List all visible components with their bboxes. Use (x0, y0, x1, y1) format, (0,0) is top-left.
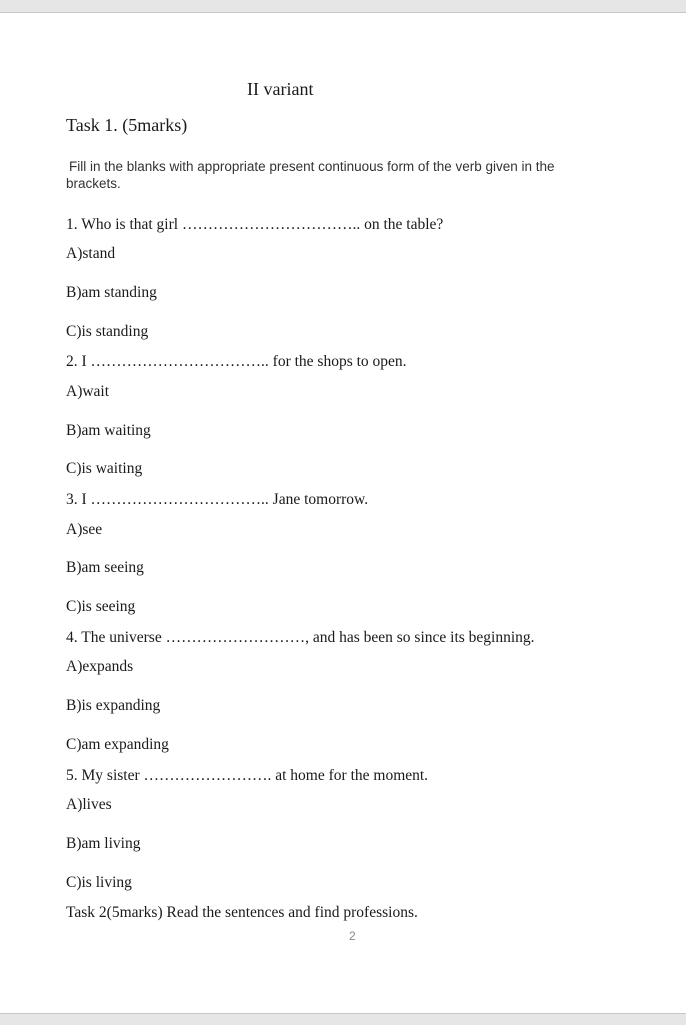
variant-title: II variant (247, 79, 314, 99)
question-5-option-c: C)is living (66, 874, 132, 891)
question-4-option-c: C)am expanding (66, 736, 169, 753)
question-2-option-a: A)wait (66, 383, 110, 400)
question-3-option-c: C)is seeing (66, 598, 136, 615)
question-5-option-b: B)am living (66, 835, 141, 852)
question-1-option-c: C)is standing (66, 323, 149, 340)
question-2-option-b: B)am waiting (66, 422, 151, 439)
question-1-option-b: B)am standing (66, 284, 157, 301)
question-3: 3. I …………………………….. Jane tomorrow. (66, 491, 369, 508)
task2-heading: Task 2(5marks) Read the sentences and find professions. (66, 904, 418, 921)
question-3-option-a: A)see (66, 521, 103, 538)
document-page (0, 13, 686, 1013)
question-4-option-a: A)expands (66, 658, 134, 675)
question-5: 5. My sister ……………………. at home for the moment. (66, 767, 429, 784)
question-4-option-b: B)is expanding (66, 697, 161, 714)
task1-heading: Task 1. (5marks) (66, 115, 188, 135)
task1-instruction: Fill in the blanks with appropriate present continuous form of the verb given in the brackets. (66, 159, 555, 191)
question-4: 4. The universe ………………………, and has been so since its beginning. (66, 629, 535, 646)
question-5-option-a: A)lives (66, 796, 112, 813)
question-3-option-b: B)am seeing (66, 559, 144, 576)
viewer-bottom-strip (0, 1013, 686, 1025)
question-2-option-c: C)is waiting (66, 460, 143, 477)
question-1-option-a: A)stand (66, 245, 116, 262)
question-1: 1. Who is that girl …………………………….. on the table? (66, 216, 444, 233)
question-2: 2. I …………………………….. for the shops to open. (66, 353, 407, 370)
viewer-top-strip (0, 0, 686, 13)
page-number: 2 (349, 929, 356, 943)
